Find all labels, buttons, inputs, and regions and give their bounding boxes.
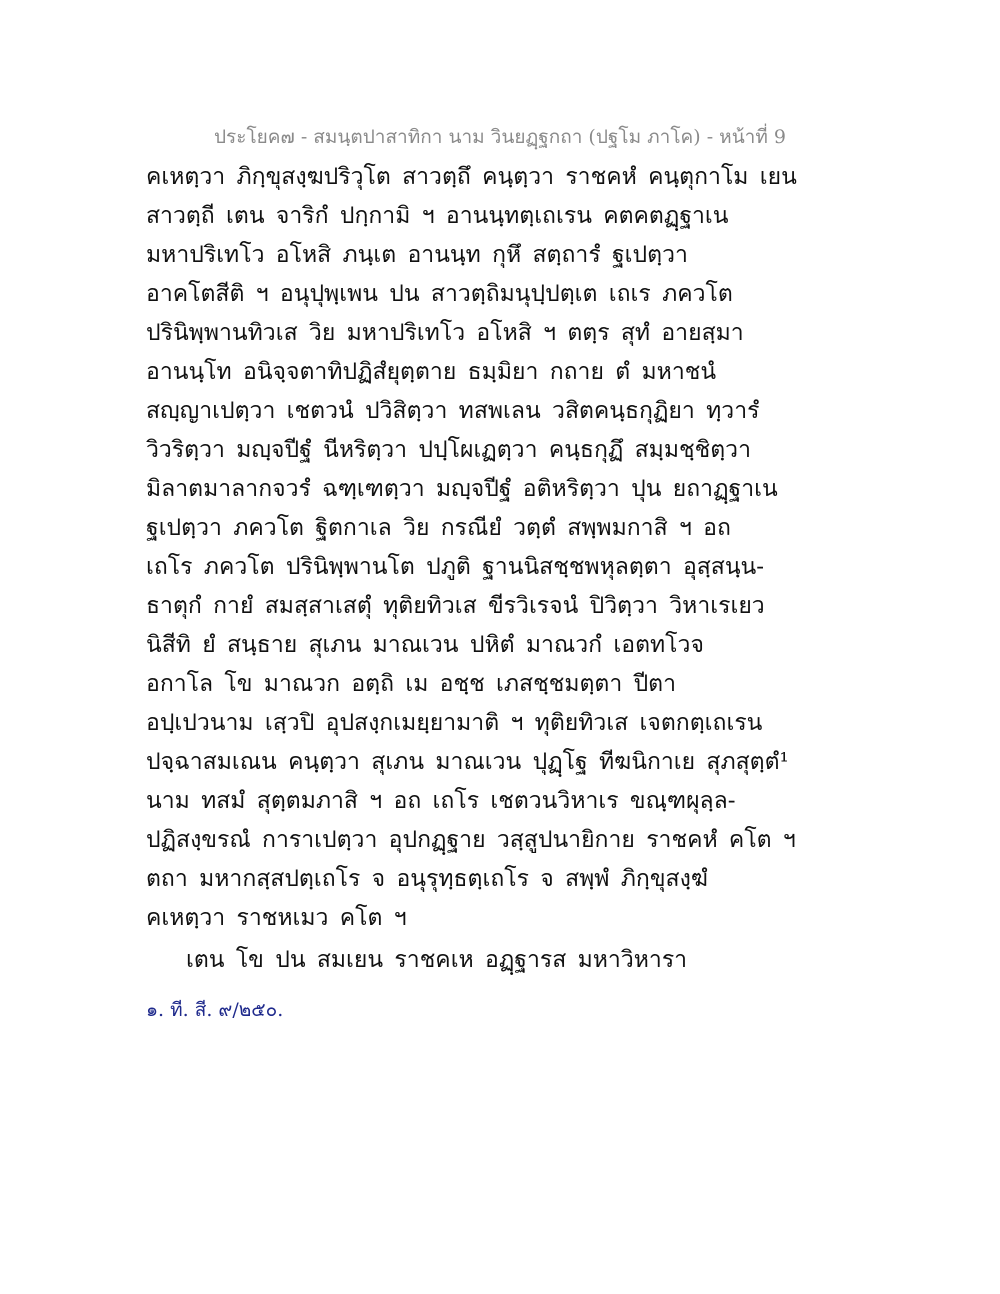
body-text xyxy=(146,158,866,980)
text-line: นิสีทิ ยํ สนฺธาย สุเภน มาณเวน ปหิตํ มาณวกํ เอตทโวจ xyxy=(146,632,704,658)
running-header-text: ประโยค๗ - สมนฺตปาสาทิกา นาม วินยฏฺฐกถา (ปฐโม ภาโค) - หน้าที่ 9 xyxy=(213,126,787,148)
running-header xyxy=(0,122,1000,152)
text-line: คเหตฺวา ราชหเมว คโต ฯ xyxy=(146,905,407,931)
text-line: ปรินิพฺพานทิวเส วิย มหาปริเทโว อโหสิ ฯ ตตฺร สุทํ อายสฺมา xyxy=(146,320,744,346)
text-line: ปจฺฉาสมเณน คนฺตฺวา สุเภน มาณเวน ปุฏฺโฐ ทีฆนิกาเย สุภสุตฺตํ¹ xyxy=(146,749,789,775)
text-line: ฐเปตฺวา ภควโต ฐิตกาเล วิย กรณียํ วตฺตํ สพฺพมกาสิ ฯ อถ xyxy=(146,515,731,541)
text-line: อกาโล โข มาณวก อตฺถิ เม อชฺช เภสชฺชมตฺตา ปีตา xyxy=(146,671,677,697)
text-line: มหาปริเทโว อโหสิ ภนฺเต อานนฺท กุหึ สตฺถารํ ฐเปตฺวา xyxy=(146,242,688,268)
text-line: สญฺญาเปตฺวา เชตวนํ ปวิสิตฺวา ทสพเลน วสิตคนฺธกุฏิยา ทฺวารํ xyxy=(146,398,760,424)
footnote: ๑. ที. สี. ๙/๒๕๐. xyxy=(146,999,284,1021)
text-line: มิลาตมาลากจวรํ ฉฑฺเฑตฺวา มญฺจปีฐํ อติหริตฺวา ปุน ยถาฏฺฐาเน xyxy=(146,476,778,502)
text-line: อปฺเปวนาม เสฺวปิ อุปสงฺกเมยฺยามาติ ฯ ทุติยทิวเส เจตกตฺเถเรน xyxy=(146,710,763,736)
text-line: วิวริตฺวา มญฺจปีฐํ นีหริตฺวา ปปฺโผเฏตฺวา คนฺธกุฏึ สมฺมชฺชิตฺวา xyxy=(146,437,751,463)
text-line: ธาตุกํ กายํ สมสฺสาเสตุํ ทุติยทิวเส ขีรวิเรจนํ ปิวิตฺวา วิหาเรเยว xyxy=(146,593,765,619)
text-line: สาวตฺถี เตน จาริกํ ปกฺกามิ ฯ อานนฺทตฺเถเรน คตคตฏฺฐาเน xyxy=(146,203,729,229)
text-line: อานนฺโท อนิจฺจตาทิปฏิสํยุตฺตาย ธมฺมิยา กถาย ตํ มหาชนํ xyxy=(146,359,717,385)
text-line: ปฏิสงฺขรณํ การาเปตฺวา อุปกฏฺฐาย วสฺสูปนายิกาย ราชคหํ คโต ฯ xyxy=(146,827,796,853)
text-line: คเหตฺวา ภิกฺขุสงฺฆปริวุโต สาวตฺถึ คนฺตฺวา ราชคหํ คนฺตุกาโม เยน xyxy=(146,164,797,190)
text-line: เถโร ภควโต ปรินิพฺพานโต ปภูติ ฐานนิสชฺชพหุลตฺตา อุสฺสนฺน- xyxy=(146,554,765,580)
paragraph-start-line: เตน โข ปน สมเยน ราชคเห อฏฺฐารส มหาวิหารา xyxy=(186,947,688,973)
text-line: อาคโตสีติ ฯ อนุปุพฺเพน ปน สาวตฺถิมนุปฺปตฺเต เถเร ภควโต xyxy=(146,281,733,307)
text-line: ตถา มหากสฺสปตฺเถโร จ อนุรุทฺธตฺเถโร จ สพฺพํ ภิกฺขุสงฺฆํ xyxy=(146,866,708,892)
text-line: นาม ทสมํ สุตฺตมภาสิ ฯ อถ เถโร เชตวนวิหาเร ขณฺฑผุลฺล- xyxy=(146,788,736,814)
